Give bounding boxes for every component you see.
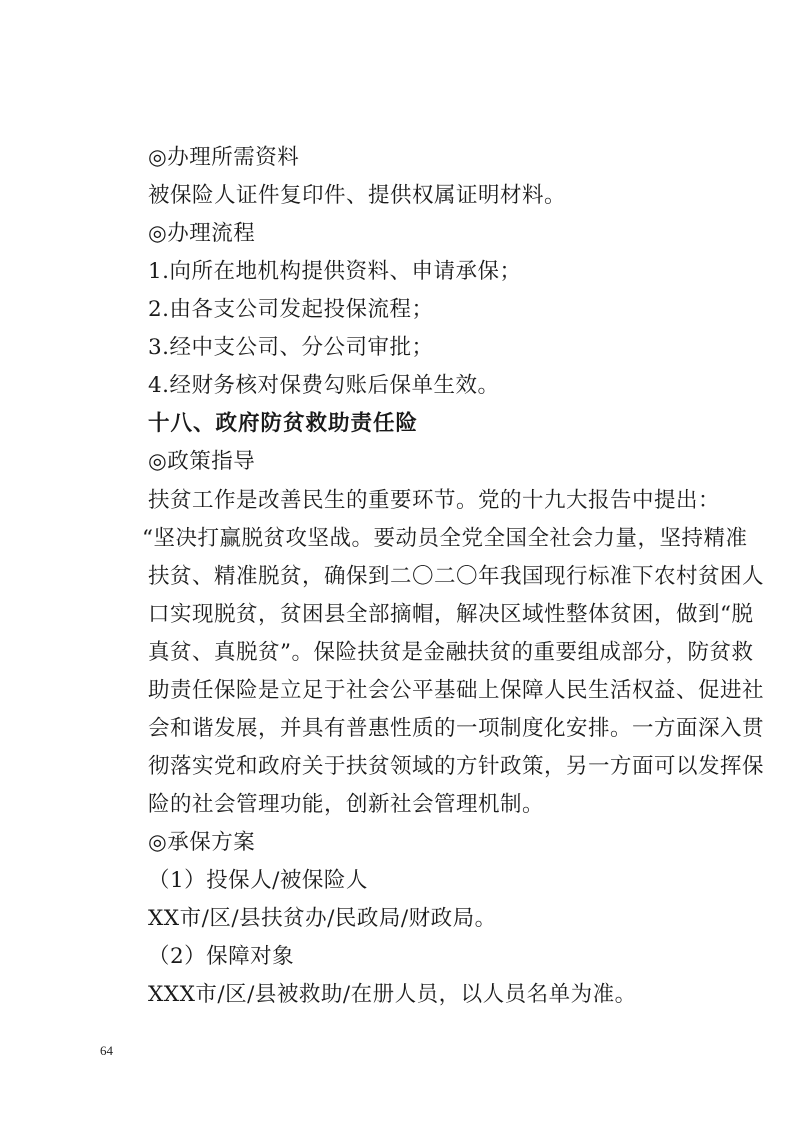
policy-paragraph-line: 彻落实党和政府关于扶贫领域的方针政策，另一方面可以发挥保 (148, 754, 765, 779)
policy-paragraph-line: 扶贫工作是改善民生的重要环节。党的十九大报告中提出： (148, 488, 721, 513)
process-step: 3.经中支公司、分公司审批； (148, 335, 434, 360)
materials-text: 被保险人证件复印件、提供权属证明材料。 (148, 183, 567, 208)
policy-paragraph-line: 真贫、真脱贫”。保险扶贫是金融扶贫的重要组成部分，防贫救 (148, 640, 754, 665)
policy-paragraph-line: 险的社会管理功能，创新社会管理机制。 (148, 792, 545, 817)
policy-paragraph-line: “坚决打赢脱贫攻坚战。要动员全党全国全社会力量，坚持精准 (142, 526, 748, 551)
coverage-title: （2）保障对象 (148, 944, 295, 969)
plan-title: ◎承保方案 (148, 830, 256, 855)
policy-paragraph-line: 扶贫、精准脱贫，确保到二〇二〇年我国现行标准下农村贫困人 (148, 564, 765, 589)
policy-paragraph-line: 助责任保险是立足于社会公平基础上保障人民生活权益、促进社 (148, 678, 765, 703)
policy-paragraph-line: 会和谐发展，并具有普惠性质的一项制度化安排。一方面深入贯 (148, 716, 765, 741)
policy-title: ◎政策指导 (148, 449, 256, 474)
insured-text: XX市/区/县扶贫办/民政局/财政局。 (148, 906, 497, 931)
materials-title: ◎办理所需资料 (148, 145, 300, 170)
process-title: ◎办理流程 (148, 221, 256, 246)
page-number: 64 (100, 1043, 113, 1058)
policy-paragraph-line: 口实现脱贫，贫困县全部摘帽，解决区域性整体贫困，做到“脱 (148, 602, 754, 627)
process-step: 4.经财务核对保费勾账后保单生效。 (148, 373, 500, 398)
process-step: 1.向所在地机构提供资料、申请承保； (148, 259, 522, 284)
insured-title: （1）投保人/被保险人 (148, 868, 368, 893)
chapter-heading: 十八、政府防贫救助责任险 (148, 411, 419, 436)
process-step: 2.由各支公司发起投保流程； (148, 297, 434, 322)
coverage-text: XXX市/区/县被救助/在册人员，以人员名单为准。 (148, 982, 637, 1007)
